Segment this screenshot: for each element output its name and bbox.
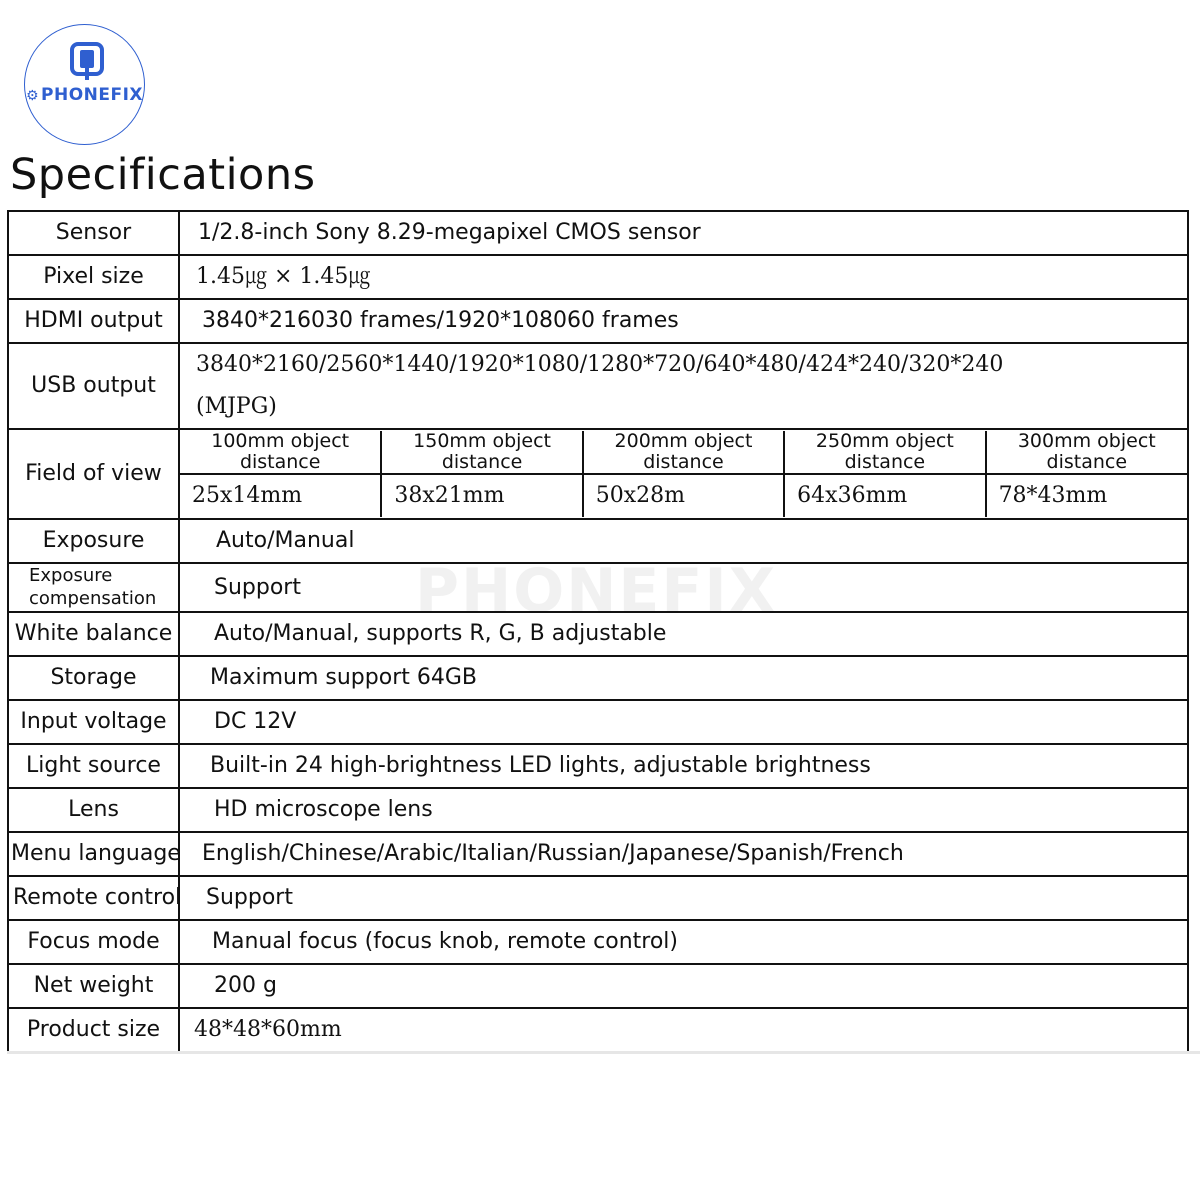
table-row-sensor bbox=[8, 211, 1188, 255]
row-label: Menu language bbox=[8, 832, 179, 876]
table-row-input-voltage bbox=[8, 700, 1188, 744]
table-row-field-of-view bbox=[8, 429, 1188, 519]
row-label: Lens bbox=[8, 788, 179, 832]
row-value: 200 g bbox=[179, 964, 1188, 1008]
row-value: Manual focus (focus knob, remote control) bbox=[179, 920, 1188, 964]
table-row-storage bbox=[8, 656, 1188, 700]
row-value bbox=[179, 343, 1188, 429]
row-label: Remote control bbox=[8, 876, 179, 920]
row-value: Maximum support 64GB bbox=[179, 656, 1188, 700]
table-bottom-edge bbox=[7, 1051, 1200, 1054]
table-row-exposure-compensation bbox=[8, 563, 1188, 612]
row-label: White balance bbox=[8, 612, 179, 656]
row-value: 48*48*60mm bbox=[179, 1008, 1188, 1051]
gear-icon: ⚙ bbox=[25, 88, 40, 104]
row-label: HDMI output bbox=[8, 299, 179, 343]
row-value: Auto/Manual bbox=[179, 519, 1188, 563]
row-value: Support bbox=[179, 563, 1188, 612]
row-label: Field of view bbox=[8, 429, 179, 519]
fov-header: 200mm object distance bbox=[583, 431, 784, 474]
table-row-focus-mode bbox=[8, 920, 1188, 964]
row-value: 1/2.8-inch Sony 8.29-megapixel CMOS sensor bbox=[179, 211, 1188, 255]
row-value: 1.45㎍ × 1.45㎍ bbox=[179, 255, 1188, 299]
page-title: Specifications bbox=[10, 150, 316, 200]
brand-logo bbox=[24, 24, 145, 145]
row-value: DC 12V bbox=[179, 700, 1188, 744]
row-label: USB output bbox=[8, 343, 179, 429]
watermark: PHONEFIX bbox=[415, 556, 777, 626]
table-row-pixel-size bbox=[8, 255, 1188, 299]
table-row-hdmi-output bbox=[8, 299, 1188, 343]
row-label: Exposure compensation bbox=[8, 563, 179, 612]
fov-value: 38x21mm bbox=[381, 474, 582, 517]
fov-value: 64x36mm bbox=[784, 474, 985, 517]
row-value bbox=[179, 429, 1188, 519]
fov-header-row bbox=[180, 431, 1187, 474]
table-row-usb-output bbox=[8, 343, 1188, 429]
fov-header: 150mm object distance bbox=[381, 431, 582, 474]
row-label: Exposure bbox=[8, 519, 179, 563]
fov-value: 25x14mm bbox=[180, 474, 381, 517]
row-value: English/Chinese/Arabic/Italian/Russian/Japanese/Spanish/French bbox=[179, 832, 1188, 876]
table-row-exposure bbox=[8, 519, 1188, 563]
row-label: Pixel size bbox=[8, 255, 179, 299]
fov-header: 100mm object distance bbox=[180, 431, 381, 474]
table-row-white-balance bbox=[8, 612, 1188, 656]
fov-value: 78*43mm bbox=[986, 474, 1187, 517]
brand-name: ⚙ PHONEFIX bbox=[25, 85, 144, 105]
specifications-table bbox=[7, 210, 1189, 1051]
row-value: 3840*216030 frames/1920*108060 frames bbox=[179, 299, 1188, 343]
row-label: Focus mode bbox=[8, 920, 179, 964]
fov-value: 50x28m bbox=[583, 474, 784, 517]
phonefix-logo-icon bbox=[69, 41, 105, 85]
usb-format: (MJPG) bbox=[196, 394, 277, 419]
row-label: Input voltage bbox=[8, 700, 179, 744]
row-label: Storage bbox=[8, 656, 179, 700]
table-row-light-source bbox=[8, 744, 1188, 788]
row-value: Built-in 24 high-brightness LED lights, adjustable brightness bbox=[179, 744, 1188, 788]
row-label: Sensor bbox=[8, 211, 179, 255]
row-label: Light source bbox=[8, 744, 179, 788]
fov-header: 250mm object distance bbox=[784, 431, 985, 474]
row-label: Net weight bbox=[8, 964, 179, 1008]
table-row-menu-language bbox=[8, 832, 1188, 876]
row-label: Product size bbox=[8, 1008, 179, 1051]
field-of-view-subtable bbox=[180, 431, 1187, 517]
row-value: Auto/Manual, supports R, G, B adjustable bbox=[179, 612, 1188, 656]
usb-resolutions: 3840*2160/2560*1440/1920*1080/1280*720/640*480/424*240/320*240 bbox=[196, 352, 1004, 378]
fov-value-row bbox=[180, 474, 1187, 517]
row-value: Support bbox=[179, 876, 1188, 920]
table-row-lens bbox=[8, 788, 1188, 832]
row-value: HD microscope lens bbox=[179, 788, 1188, 832]
fov-header: 300mm object distance bbox=[986, 431, 1187, 474]
table-row-product-size bbox=[8, 1008, 1188, 1051]
table-row-remote-control bbox=[8, 876, 1188, 920]
table-row-net-weight bbox=[8, 964, 1188, 1008]
